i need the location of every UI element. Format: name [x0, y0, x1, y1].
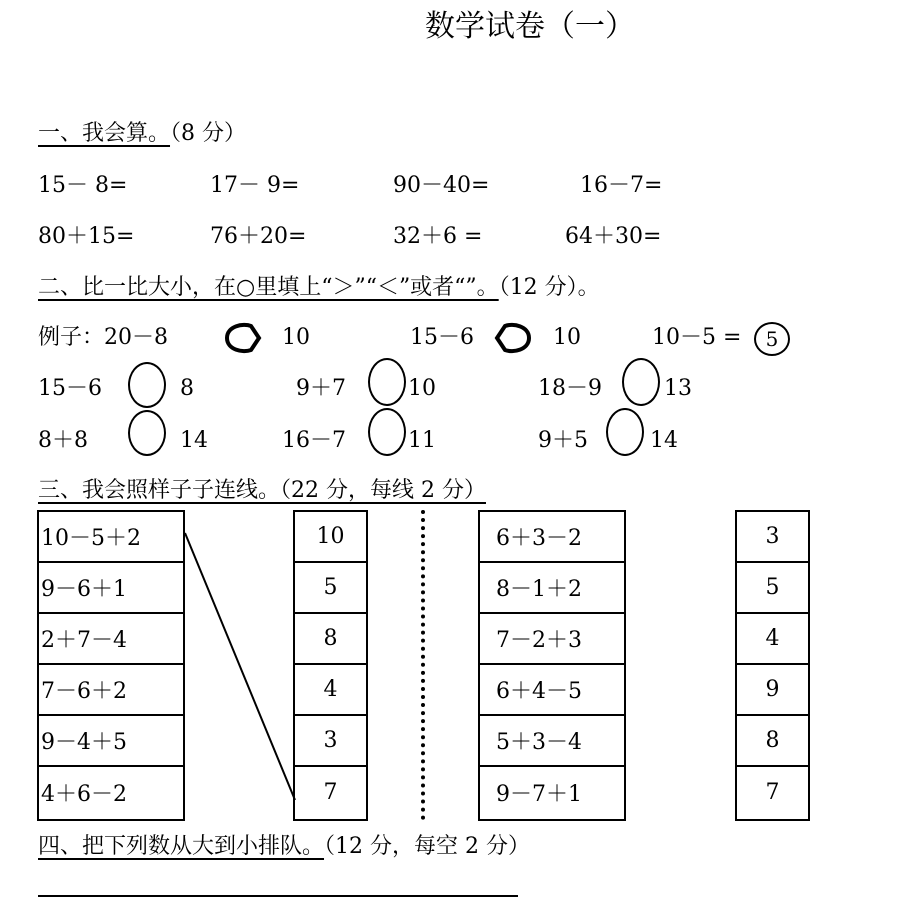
answer-cell[interactable]: 4 [295, 665, 366, 716]
compare-left: 15－6 [38, 376, 102, 401]
section1-heading: 一、我会算。 [38, 121, 171, 146]
less-than-circle-icon [493, 320, 537, 356]
answer-cell[interactable]: 8 [295, 614, 366, 665]
compare-answer-oval[interactable] [606, 408, 644, 456]
calc-item: 16－7= [580, 173, 663, 198]
compare-left: 8＋8 [38, 428, 88, 453]
compare-left: 16－7 [282, 428, 346, 453]
right-expression-column [478, 510, 626, 821]
section3-heading-line [38, 480, 486, 502]
section3-heading: 三、我会照样子子连线。（22 分，每线 2 分） [38, 478, 486, 503]
answer-cell[interactable]: 5 [737, 563, 808, 614]
answer-cell[interactable]: 7 [765, 780, 780, 805]
expression-cell[interactable]: 6＋3－2 [480, 512, 624, 563]
answer-cell[interactable]: 4 [737, 614, 808, 665]
compare-left: 9＋7 [296, 376, 346, 401]
compare-answer-oval[interactable] [368, 408, 406, 456]
dotted-divider [421, 510, 425, 820]
section2-score: （12 分）。 [498, 275, 600, 300]
answer-cell[interactable]: 7 [323, 780, 338, 805]
compare-answer-oval[interactable] [128, 362, 166, 408]
expression-cell[interactable]: 5＋3－4 [480, 716, 624, 767]
compare-right: 14 [180, 428, 208, 453]
compare-right: 10 [408, 376, 436, 401]
section1-score: （8 分） [170, 121, 247, 146]
compare-answer-oval[interactable] [622, 358, 660, 406]
example3-left: 10－5 = [652, 325, 742, 350]
greater-than-circle-icon [219, 320, 263, 356]
example1-right: 10 [282, 325, 310, 350]
answer-cell[interactable]: 3 [737, 512, 808, 563]
compare-right: 8 [180, 376, 194, 401]
section1-heading-line [38, 123, 246, 145]
compare-answer-oval[interactable] [128, 410, 166, 456]
page-title: 数学试卷（一） [425, 9, 635, 44]
compare-left: 9＋5 [538, 428, 588, 453]
section4-heading-line [38, 836, 530, 858]
example-connector-line [180, 525, 305, 810]
calc-item: 64＋30= [565, 224, 662, 249]
example2-left: 15－6 [410, 325, 474, 350]
answer-cell[interactable]: 5 [295, 563, 366, 614]
section2-heading-line [38, 277, 600, 299]
calc-item: 76＋20= [210, 224, 307, 249]
expression-cell[interactable]: 9－7＋1 [496, 782, 582, 807]
compare-right: 13 [664, 376, 692, 401]
expression-cell[interactable]: 9－6＋1 [39, 563, 183, 614]
answer-blank-line[interactable] [38, 895, 518, 897]
answer-cell[interactable]: 3 [295, 716, 366, 767]
expression-cell[interactable]: 2＋7－4 [39, 614, 183, 665]
calc-item: 32＋6 = [393, 224, 483, 249]
calc-item: 90－40= [393, 173, 490, 198]
section4-heading: 四、把下列数从大到小排队。 [38, 834, 325, 859]
section4-score: （12 分，每空 2 分） [324, 834, 530, 859]
calc-item: 80＋15= [38, 224, 135, 249]
calc-item: 15－ 8= [38, 173, 128, 198]
section2-heading: 二、比一比大小，在○里填上“＞”“＜”或者“”。 [38, 275, 499, 300]
compare-right: 14 [650, 428, 678, 453]
compare-right: 11 [408, 428, 436, 453]
answer-cell[interactable]: 9 [737, 665, 808, 716]
answer-cell[interactable]: 8 [737, 716, 808, 767]
expression-cell[interactable]: 8－1＋2 [480, 563, 624, 614]
example-label: 例子：20－8 [38, 325, 168, 350]
answer-cell[interactable]: 10 [295, 512, 366, 563]
left-expression-column [37, 510, 185, 821]
compare-answer-oval[interactable] [368, 358, 406, 406]
right-answer-column [735, 510, 810, 821]
example3-answer-circle: 5 [754, 322, 790, 356]
example2-right: 10 [553, 325, 581, 350]
compare-left: 18－9 [538, 376, 602, 401]
calc-item: 17－ 9= [210, 173, 300, 198]
expression-cell[interactable]: 10－5＋2 [39, 512, 183, 563]
left-answer-column [293, 510, 368, 821]
expression-cell[interactable]: 7－6＋2 [39, 665, 183, 716]
expression-cell[interactable]: 4＋6－2 [41, 782, 127, 807]
expression-cell[interactable]: 6＋4－5 [480, 665, 624, 716]
expression-cell[interactable]: 7－2＋3 [480, 614, 624, 665]
expression-cell[interactable]: 9－4＋5 [39, 716, 183, 767]
